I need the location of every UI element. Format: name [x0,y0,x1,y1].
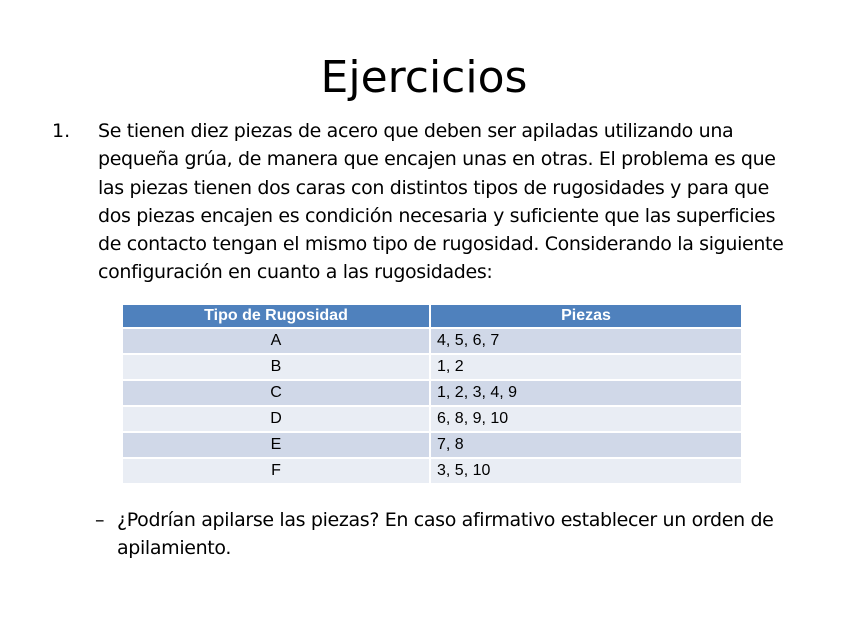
cell-type: F [123,458,430,483]
cell-pieces: 3, 5, 10 [430,458,741,483]
cell-pieces: 4, 5, 6, 7 [430,328,741,354]
sub-question-text [117,506,817,563]
item-text-line: dos piezas encajen es condición necesaria y suficiente que las superficies [98,204,776,227]
cell-type: B [123,354,430,380]
item-text-line: Se tienen diez piezas de acero que deben ser apiladas utilizando una [98,120,734,142]
table-row [123,380,741,406]
cell-type: D [123,406,430,432]
roughness-table [123,305,741,483]
dash-bullet: – [95,509,105,531]
item-text-line: pequeña grúa, de manera que encajen unas en otras. El problema es que [98,148,776,171]
item-text-line: configuración en cuanto a las rugosidades: [98,261,493,284]
item-text-line: de contacto tengan el mismo tipo de rugosidad. Considerando la siguiente [98,233,784,256]
table-row [123,354,741,380]
item-text [98,117,818,287]
header-tipo-rugosidad: Tipo de Rugosidad [123,305,430,328]
table-row [123,458,741,483]
cell-pieces: 7, 8 [430,432,741,458]
cell-pieces: 1, 2 [430,354,741,380]
cell-type: E [123,432,430,458]
cell-pieces: 6, 8, 9, 10 [430,406,741,432]
sub-question-line: apilamiento. [117,537,232,560]
cell-type: C [123,380,430,406]
table-row [123,406,741,432]
cell-pieces: 1, 2, 3, 4, 9 [430,380,741,406]
table-row [123,432,741,458]
table-header-row [123,305,741,328]
slide-title: Ejercicios [320,52,528,103]
header-piezas: Piezas [430,305,741,328]
item-number: 1. [52,120,71,142]
item-text-line: las piezas tienen dos caras con distintos tipos de rugosidades y para que [98,176,769,199]
sub-question-line: ¿Podrían apilarse las piezas? En caso afirmativo establecer un orden de [117,509,774,531]
cell-type: A [123,328,430,354]
table-row [123,328,741,354]
